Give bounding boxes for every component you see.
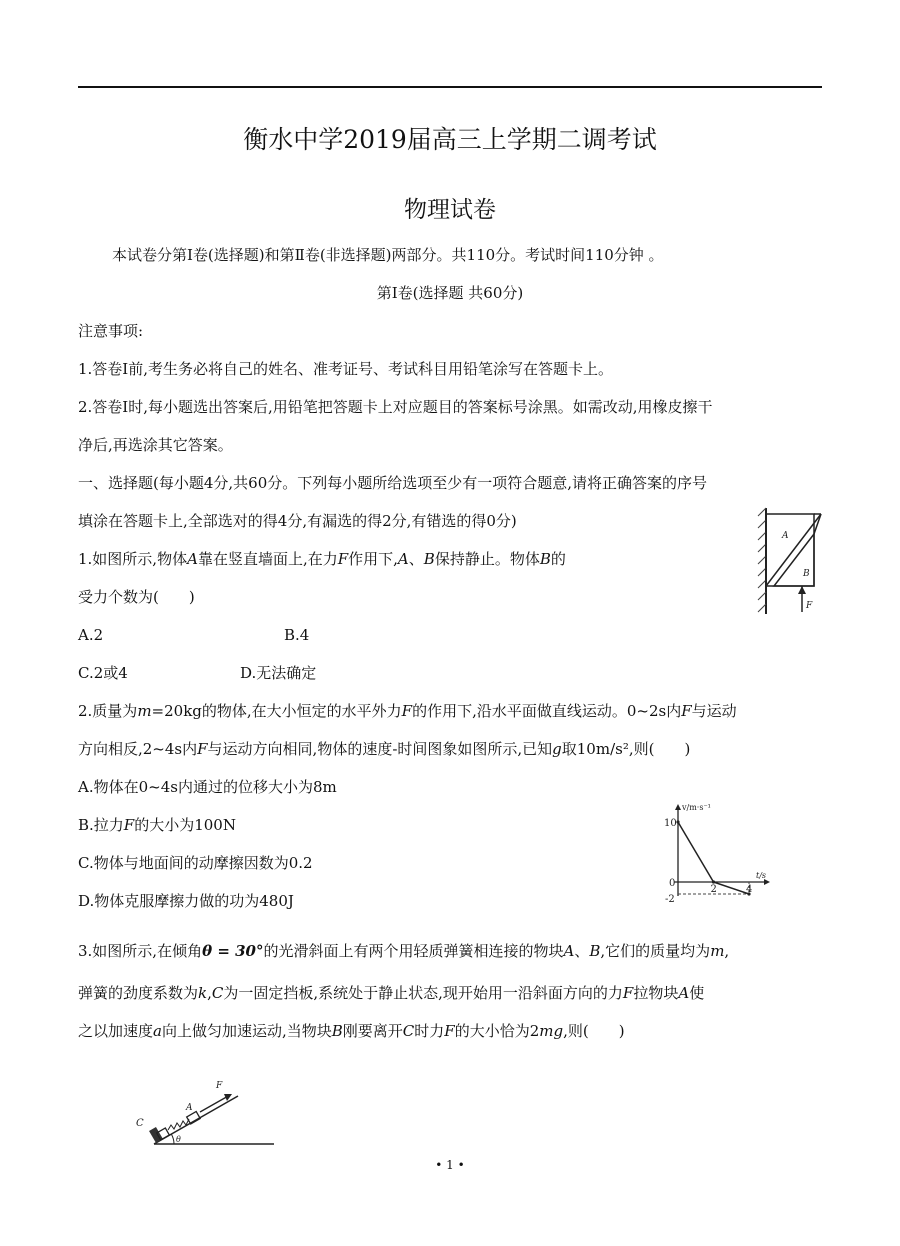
exam-title: 衡水中学2019届高三上学期二调考试 [243,125,657,154]
chart-y-tick-0: 0 [669,878,676,889]
q1-option-a: A.2 [78,626,104,644]
label-f: F [806,601,813,611]
wall-hatching [758,508,766,612]
force-f-arrow [798,586,806,594]
exam-subtitle: 物理试卷 [404,197,496,223]
chart-x-tick-4: 4 [746,884,753,895]
chart-x-label: t/s [756,871,767,880]
chart-y-tick-10: 10 [664,818,677,829]
q2-stem-a: 2.质量为m=20kg的物体,在大小恒定的水平外力F的作用下,沿水平面做直线运动。0~2s内F与运动 [78,702,737,720]
page-number: • 1 • [435,1158,465,1172]
chart-point-t0 [676,820,679,823]
q2-option-c: C.物体与地面间的动摩擦因数为0.2 [78,854,313,872]
q2-option-b: B.拉力F的大小为100N [78,816,236,834]
q3-stem-b: 弹簧的劲度系数为k,C为一固定挡板,系统处于静止状态,现开始用一沿斜面方向的力F拉物块A使 [78,984,705,1002]
block-boundary [766,514,821,586]
notice-2b: 净后,再选涂其它答案。 [78,436,233,454]
spring [168,1119,189,1130]
chart-segment-0-2 [678,822,714,882]
angle-arc [171,1134,174,1144]
chart-x-tick-2: 2 [710,884,717,895]
label-theta: θ [176,1135,181,1144]
q1-figure [746,504,838,616]
label-f: F [216,1081,223,1091]
section-heading: 第Ⅰ卷(选择题 共60分) [376,284,524,302]
part1-heading-b: 填涂在答题卡上,全部选对的得4分,有漏选的得2分,有错选的得0分) [78,512,517,530]
q1-option-d: D.无法确定 [240,664,317,682]
notice-title: 注意事项: [78,322,144,340]
chart-y-arrow [675,804,681,810]
part1-heading-a: 一、选择题(每小题4分,共60分。下列每小题所给选项至少有一项符合题意,请将正确答案的序号 [78,474,708,492]
block-a [187,1112,201,1124]
label-a: A [782,531,789,541]
q3-stem-c: 之以加速度a向上做匀加速运动,当物块B刚要离开C时力F的大小恰为2mg,则( ) [78,1022,625,1040]
q1-option-c: C.2或4 [78,664,128,682]
chart-y-tick-neg2: -2 [665,894,675,905]
q1-stem-b: 受力个数为( ) [78,588,195,606]
chart-y-label: v/m·s⁻¹ [682,803,711,812]
label-b: B [803,569,810,579]
header-rule [78,86,822,88]
notice-1: 1.答卷Ⅰ前,考生务必将自己的姓名、准考证号、考试科目用铅笔涂写在答题卡上。 [78,360,614,378]
q1-stem-a: 1.如图所示,物体A靠在竖直墙面上,在力F作用下,A、B保持静止。物体B的 [78,550,566,568]
label-c: C [136,1118,144,1129]
q3-stem-a: 3.如图所示,在倾角θ = 30°的光滑斜面上有两个用轻质弹簧相连接的物块A、B,它们的质量均为m, [78,942,730,960]
label-a: A [186,1103,193,1113]
q2-option-d: D.物体克服摩擦力做的功为480J [78,892,294,910]
velocity-time-chart [646,796,776,906]
q3-figure [126,1066,282,1156]
q2-stem-b: 方向相反,2~4s内F与运动方向相同,物体的速度-时间图象如图所示,已知g取10m/s²,则( ) [78,740,691,758]
q2-option-a: A.物体在0~4s内通过的位移大小为8m [78,778,337,796]
notice-2a: 2.答卷Ⅰ时,每小题选出答案后,用铅笔把答题卡上对应题目的答案标号涂黑。如需改动,用橡皮擦干 [78,398,713,416]
intro-line: 本试卷分第Ⅰ卷(选择题)和第Ⅱ卷(非选择题)两部分。共110分。考试时间110分钟 。 [112,246,664,264]
q1-option-b: B.4 [284,626,310,644]
chart-segment-2-4 [714,882,753,895]
